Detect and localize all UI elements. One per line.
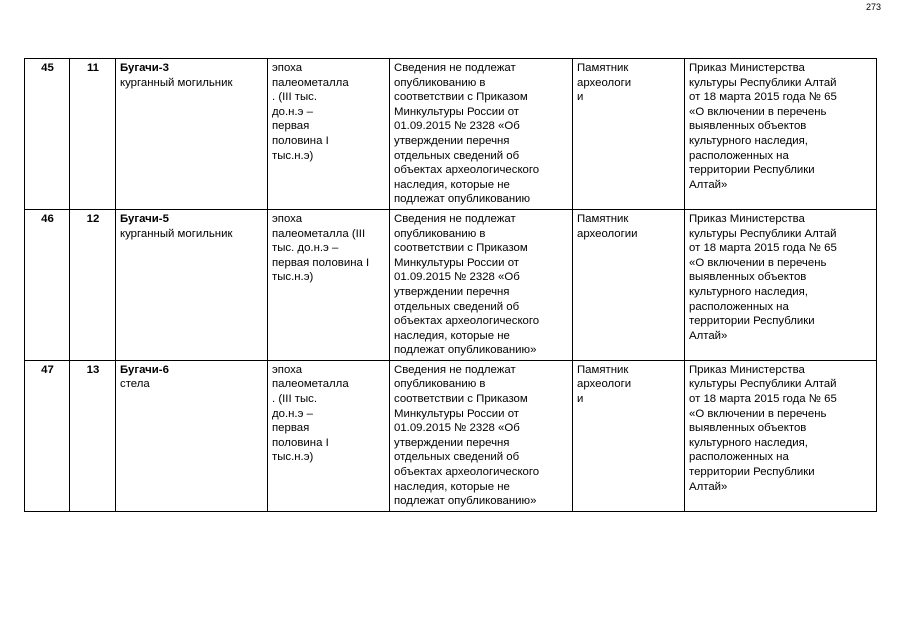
location-cell [390, 360, 573, 511]
table-row [25, 59, 877, 210]
sub-number-cell: 13 [70, 360, 116, 511]
row-number-cell: 45 [25, 59, 70, 210]
location-cell [390, 209, 573, 360]
location-cell [390, 59, 573, 210]
object-kind: курганный могильник [120, 76, 233, 89]
object-title: Бугачи-6 [120, 363, 169, 376]
page-number: 273 [865, 2, 881, 12]
dating-cell [268, 209, 390, 360]
sub-number-cell: 12 [70, 209, 116, 360]
object-name-cell [116, 59, 268, 210]
heritage-registry-table [24, 58, 877, 512]
document-text: Приказ Министерства культуры Республики Алтай от 18 марта 2015 года № 65 «О включении в перечень выявленных объектов культурного наследия, расположенных на территории Республики Алтай» [689, 363, 837, 493]
category-text: Памятник археологи и [577, 62, 632, 104]
location-text: Сведения не подлежат опубликованию в соответствии с Приказом Минкультуры России от 01.09.2015 № 2328 «Об утверждении перечня отдельных сведений об объектах археологического наследия, которые не подлежат опубликованию» [394, 212, 540, 357]
object-title: Бугачи-5 [120, 212, 169, 225]
row-number-cell: 47 [25, 360, 70, 511]
dating-text: эпоха палеометалла . (III тыс. до.н.э – первая половина I тыс.н.э) [272, 363, 349, 464]
row-number-cell: 46 [25, 209, 70, 360]
dating-cell [268, 59, 390, 210]
category-cell [573, 209, 685, 360]
sub-number-cell: 11 [70, 59, 116, 210]
document-cell [685, 209, 877, 360]
document-cell [685, 360, 877, 511]
location-text: Сведения не подлежат опубликованию в соответствии с Приказом Минкультуры России от 01.09.2015 № 2328 «Об утверждении перечня отдельных сведений об объектах археологического наследия, которые не подлежат опубликованию [394, 62, 540, 206]
dating-text: эпоха палеометалла (III тыс. до.н.э – первая половина I тыс.н.э) [272, 212, 370, 284]
dating-cell [268, 360, 390, 511]
table-row [25, 360, 877, 511]
document-text: Приказ Министерства культуры Республики Алтай от 18 марта 2015 года № 65 «О включении в перечень выявленных объектов культурного наследия, расположенных на территории Республики Алтай» [689, 212, 837, 342]
category-cell [573, 59, 685, 210]
object-kind: курганный могильник [120, 227, 233, 240]
category-cell [573, 360, 685, 511]
object-title: Бугачи-3 [120, 62, 169, 74]
object-name-cell [116, 360, 268, 511]
location-text: Сведения не подлежат опубликованию в соответствии с Приказом Минкультуры России от 01.09.2015 № 2328 «Об утверждении перечня отдельных сведений об объектах археологического наследия, которые не подлежат опубликованию» [394, 363, 540, 508]
dating-text: эпоха палеометалла . (III тыс. до.н.э – первая половина I тыс.н.э) [272, 62, 349, 162]
document-text: Приказ Министерства культуры Республики Алтай от 18 марта 2015 года № 65 «О включении в перечень выявленных объектов культурного наследия, расположенных на территории Республики Алтай» [689, 62, 837, 191]
object-kind: стела [120, 378, 150, 391]
category-text: Памятник археологи и [577, 363, 632, 406]
category-text: Памятник археологии [577, 212, 638, 240]
document-cell [685, 59, 877, 210]
table-row [25, 209, 877, 360]
object-name-cell [116, 209, 268, 360]
